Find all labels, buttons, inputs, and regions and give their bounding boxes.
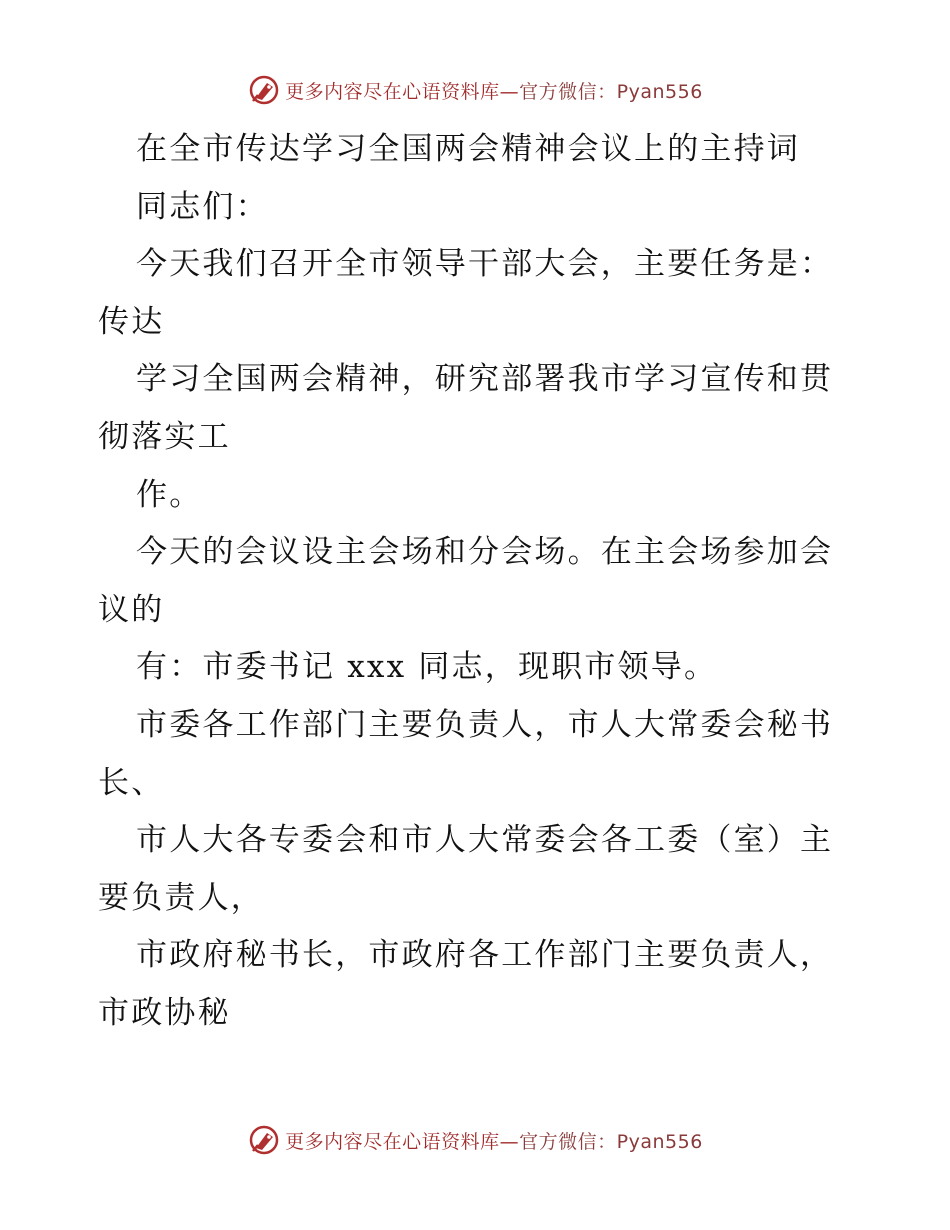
footer-banner bbox=[0, 1120, 950, 1160]
header-banner bbox=[0, 70, 950, 110]
paragraph-line: 市委各工作部门主要负责人，市人大常委会秘书 bbox=[136, 706, 834, 743]
banner-text: 更多内容尽在心语资料库— bbox=[285, 80, 520, 103]
salutation: 同志们： bbox=[136, 188, 269, 225]
paragraph-line: 今天的会议设主会场和分会场。在主会场参加会 bbox=[136, 534, 834, 571]
document-body bbox=[98, 121, 858, 1043]
banner-wechat: 官方微信：Pyan556 bbox=[519, 1130, 703, 1153]
paragraph-line: 彻落实工 bbox=[98, 418, 231, 455]
paragraph-line: 市政府秘书长，市政府各工作部门主要负责人， bbox=[136, 937, 834, 974]
banner-text: 更多内容尽在心语资料库— bbox=[285, 1130, 520, 1153]
paragraph-line: 要负责人， bbox=[98, 879, 264, 916]
paragraph-line: 议的 bbox=[98, 591, 165, 628]
paragraph-line: 传达 bbox=[98, 303, 165, 340]
pen-nib-logo-icon bbox=[247, 73, 281, 107]
paragraph-line: 市人大各专委会和市人大常委会各工委（室）主 bbox=[136, 822, 834, 859]
pen-nib-logo-icon bbox=[247, 1123, 281, 1157]
paragraph-line: 市政协秘 bbox=[98, 994, 231, 1031]
paragraph-line: 有：市委书记 xxx 同志，现职市领导。 bbox=[136, 649, 718, 686]
banner-wechat: 官方微信：Pyan556 bbox=[519, 80, 703, 103]
document-title: 在全市传达学习全国两会精神会议上的主持词 bbox=[136, 131, 800, 167]
paragraph-line: 作。 bbox=[136, 476, 203, 513]
paragraph-line: 学习全国两会精神，研究部署我市学习宣传和贯 bbox=[136, 361, 834, 398]
paragraph-line: 长、 bbox=[98, 764, 165, 801]
paragraph-line: 今天我们召开全市领导干部大会，主要任务是： bbox=[136, 246, 834, 283]
